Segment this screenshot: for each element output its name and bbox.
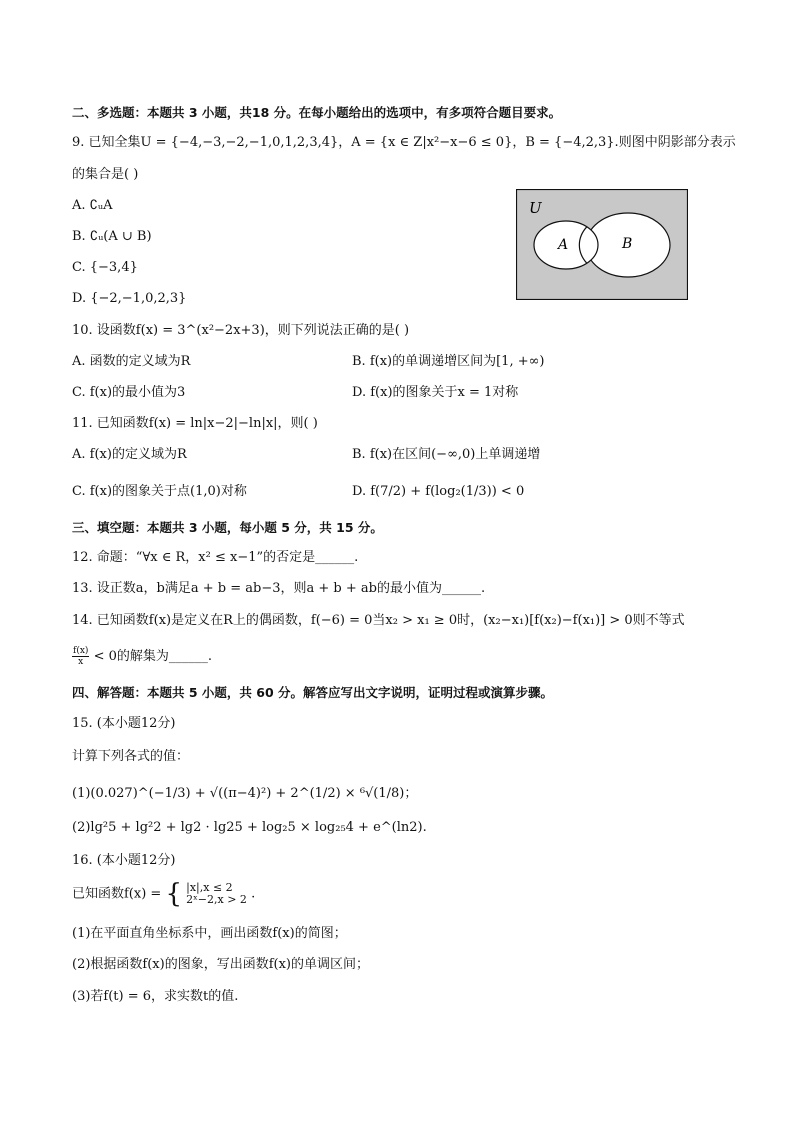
q10-stem: 10. 设函数f(x) = 3^(x²−2x+3)，则下列说法正确的是( )	[72, 323, 410, 338]
q16-case-2: 2ˣ−2,x > 2	[186, 893, 247, 906]
q16-part2: (2)根据函数f(x)的图象，写出函数f(x)的单调区间；	[72, 957, 369, 972]
q12-stem: 12. 命题：“∀x ∈ R，x² ≤ x−1”的否定是______.	[72, 550, 359, 565]
q9-option-b: B. ∁ᵤ(A ∪ B)	[72, 229, 152, 244]
venn-label-b: B	[622, 236, 633, 252]
q14-stem-line2-text: < 0的解集为______.	[93, 649, 213, 664]
q16-intro	[72, 879, 256, 909]
q15-part1: (1)(0.027)^(−1/3) + √((π−4)²) + 2^(1/2) × ⁶√(1/8)；	[72, 786, 418, 801]
venn-label-a: A	[558, 237, 569, 253]
q13-stem: 13. 设正数a，b满足a + b = ab−3，则a + b + ab的最小值为______.	[72, 581, 486, 596]
q9-option-c: C. {−3,4}	[72, 260, 138, 275]
q11-stem: 11. 已知函数f(x) = ln|x−2|−ln|x|，则( )	[72, 416, 318, 431]
q15-intro: 计算下列各式的值：	[72, 749, 190, 764]
section-multi-choice: 二、多选题：本题共 3 小题，共18 分。在每小题给出的选项中，有多项符合题目要求。	[72, 105, 562, 120]
q16-part1: (1)在平面直角坐标系中，画出函数f(x)的简图；	[72, 926, 347, 941]
q16-function-label: 已知函数f(x) =	[72, 886, 162, 902]
section-solve: 四、解答题：本题共 5 小题，共 60 分。解答应写出文字说明，证明过程或演算步骤。	[72, 685, 554, 700]
q9-stem-line2: 的集合是( )	[72, 167, 139, 182]
q11-option-d: D. f(7/2) + f(log₂(1/3)) < 0	[352, 484, 525, 499]
q9-option-a: A. ∁ᵤA	[72, 198, 113, 213]
q15-title: 15. (本小题12分)	[72, 716, 176, 731]
q10-option-c: C. f(x)的最小值为3	[72, 385, 186, 400]
q16-piecewise-cases	[186, 882, 247, 906]
q15-part2: (2)lg²5 + lg²2 + lg2 · lg25 + log₂5 × log₂₅4 + e^(ln2).	[72, 820, 427, 835]
q16-intro-tail: .	[251, 886, 256, 902]
q11-option-a: A. f(x)的定义域为R	[72, 447, 187, 462]
q14-fraction-numerator: f(x)	[73, 646, 89, 656]
q11-option-c: C. f(x)的图象关于点(1,0)对称	[72, 484, 247, 499]
q14-fraction	[72, 646, 89, 667]
q10-option-a: A. 函数的定义域为R	[72, 354, 191, 369]
q14-stem-line1: 14. 已知函数f(x)是定义在R上的偶函数，f(−6) = 0当x₂ > x₁ ≥ 0时，(x₂−x₁)[f(x₂)−f(x₁)] > 0则不等式	[72, 613, 685, 628]
section-fill-blank: 三、填空题：本题共 3 小题，每小题 5 分，共 15 分。	[72, 520, 383, 535]
q16-case-1: |x|,x ≤ 2	[186, 881, 233, 894]
q14-stem-line2	[72, 646, 212, 667]
q16-part3: (3)若f(t) = 6，求实数t的值.	[72, 989, 239, 1004]
q9-stem-line1: 9. 已知全集U = {−4,−3,−2,−1,0,1,2,3,4}，A = {x ∈ Z|x²−x−6 ≤ 0}，B = {−4,2,3}.则图中阴影部分表示	[72, 135, 736, 150]
q9-option-d: D. {−2,−1,0,2,3}	[72, 291, 187, 306]
venn-diagram	[516, 189, 688, 300]
q14-fraction-denominator: x	[78, 657, 84, 667]
q10-option-b: B. f(x)的单调递增区间为[1, +∞)	[352, 354, 545, 369]
q16-brace: {	[165, 879, 182, 909]
q11-option-b: B. f(x)在区间(−∞,0)上单调递增	[352, 447, 541, 462]
venn-label-u: U	[529, 199, 542, 217]
q16-title: 16. (本小题12分)	[72, 853, 176, 868]
q10-option-d: D. f(x)的图象关于x = 1对称	[352, 385, 519, 400]
